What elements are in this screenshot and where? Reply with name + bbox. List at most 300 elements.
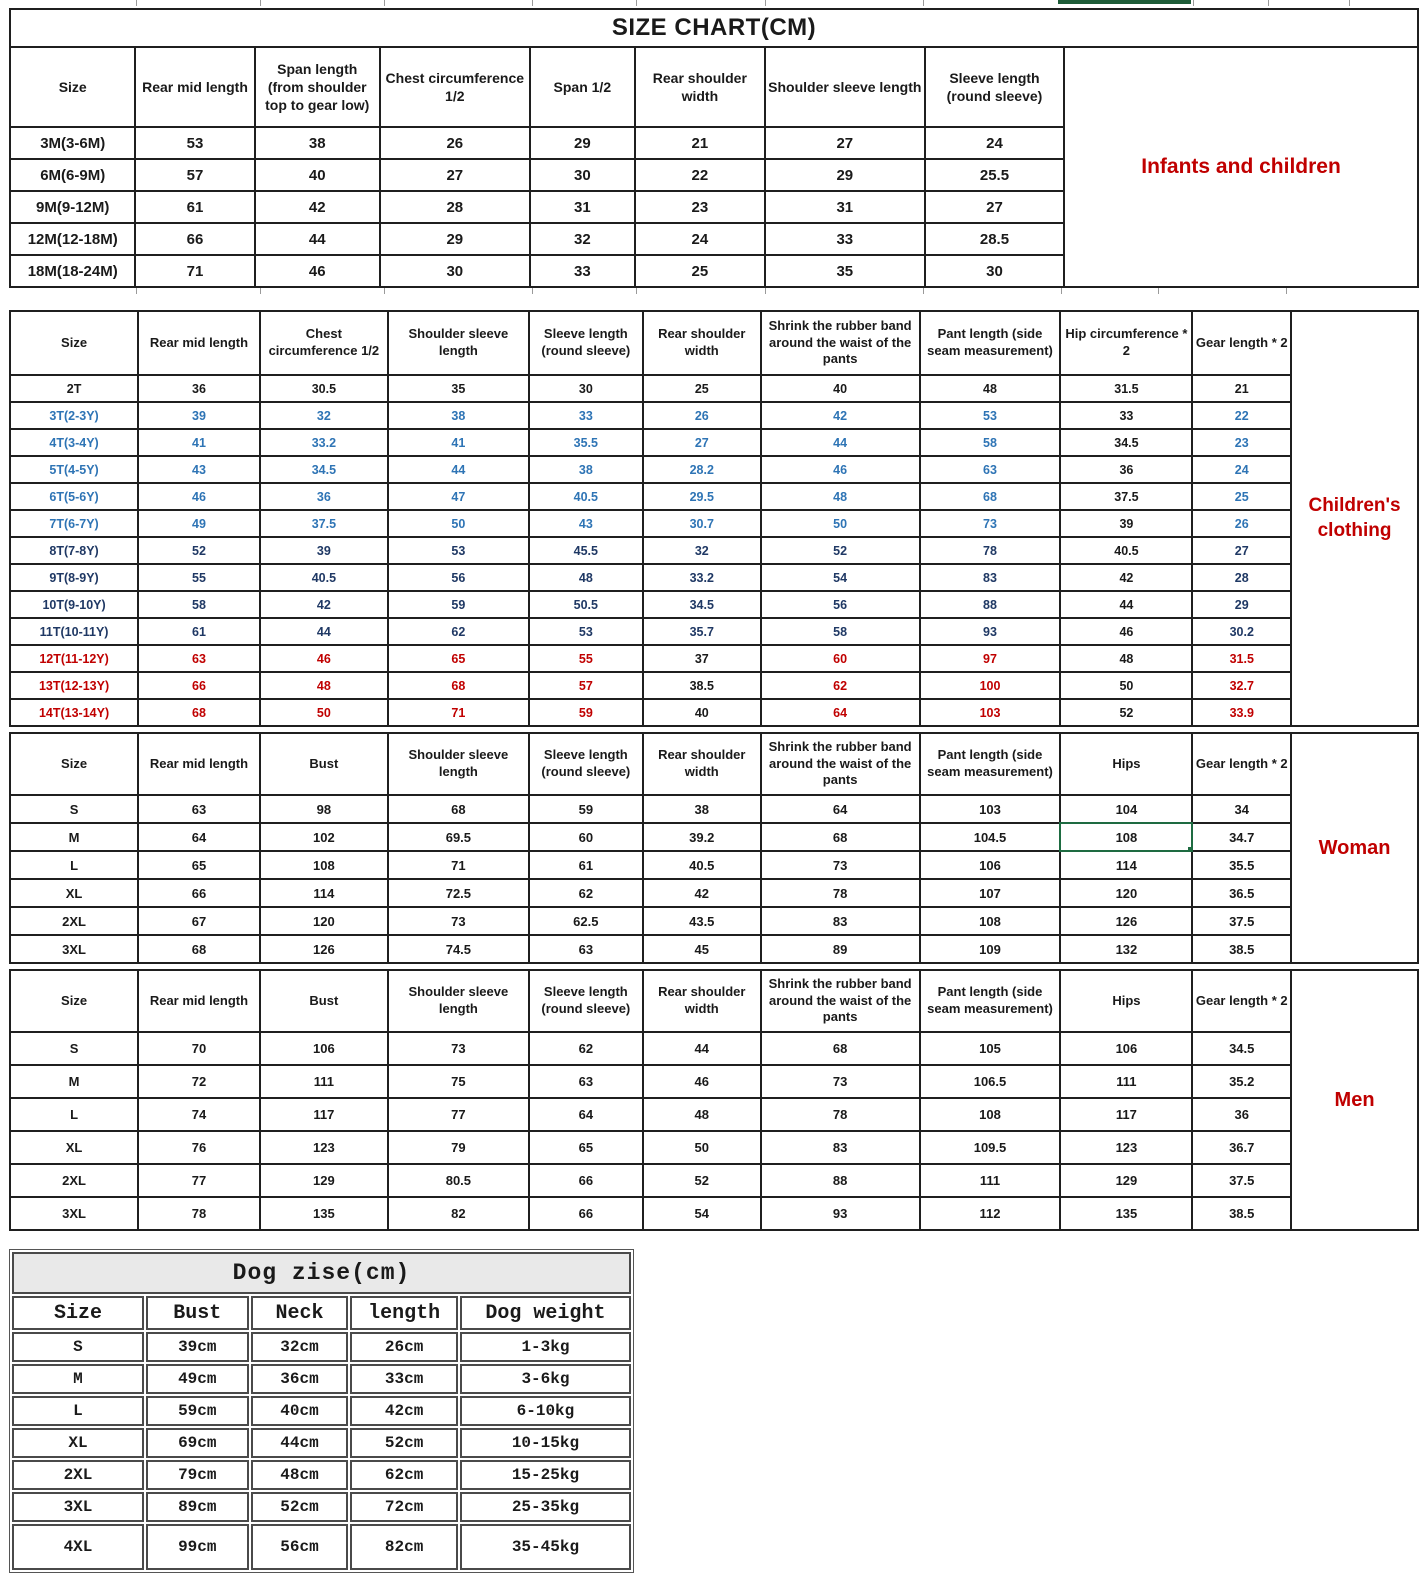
men-header-row	[10, 970, 1291, 1032]
value-cell: 42cm	[350, 1396, 458, 1426]
value-cell: 109	[920, 935, 1061, 963]
column-header: Size	[10, 47, 135, 127]
value-cell: 31.5	[1192, 645, 1291, 672]
value-cell: 52	[643, 1164, 761, 1197]
value-cell: 89cm	[146, 1492, 249, 1522]
value-cell: 50	[388, 510, 529, 537]
value-cell: 57	[135, 159, 254, 191]
gridline-tick	[384, 0, 385, 6]
value-cell: 44	[388, 456, 529, 483]
value-cell: 40.5	[529, 483, 643, 510]
column-header: Size	[12, 1296, 144, 1330]
column-header: Hips	[1060, 970, 1192, 1032]
table-row	[10, 1098, 1291, 1131]
value-cell: 63	[529, 935, 643, 963]
value-cell: 52cm	[251, 1492, 349, 1522]
value-cell: 32	[530, 223, 635, 255]
children-section	[9, 310, 1419, 727]
value-cell: 57	[529, 672, 643, 699]
size-cell: 2XL	[10, 1164, 138, 1197]
column-header: Shoulder sleeve length	[388, 970, 529, 1032]
value-cell: 40	[255, 159, 380, 191]
value-cell: 46	[138, 483, 260, 510]
value-cell: 41	[388, 429, 529, 456]
value-cell: 111	[920, 1164, 1061, 1197]
value-cell: 39	[138, 402, 260, 429]
column-header: Rear mid length	[135, 47, 254, 127]
value-cell: 34.5	[1192, 1032, 1291, 1065]
table-row	[12, 1524, 631, 1570]
table-row	[10, 564, 1291, 591]
value-cell: 112	[920, 1197, 1061, 1230]
value-cell: 36	[260, 483, 388, 510]
gridline-tick	[923, 0, 924, 6]
value-cell: 83	[920, 564, 1061, 591]
value-cell: 38.5	[1192, 935, 1291, 963]
woman-size-table	[9, 732, 1292, 964]
table-row	[10, 159, 1064, 191]
value-cell: 43	[138, 456, 260, 483]
value-cell: 59	[529, 699, 643, 726]
value-cell: 31	[765, 191, 925, 223]
value-cell: 21	[635, 127, 765, 159]
value-cell: 74.5	[388, 935, 529, 963]
value-cell: 68	[920, 483, 1061, 510]
gridline-tick	[1158, 288, 1159, 294]
value-cell: 27	[925, 191, 1064, 223]
value-cell: 60	[761, 645, 920, 672]
value-cell: 39	[1060, 510, 1192, 537]
table-row	[10, 1065, 1291, 1098]
gridline-gap	[9, 964, 1419, 969]
value-cell: 39.2	[643, 823, 761, 851]
column-header: Neck	[251, 1296, 349, 1330]
value-cell: 30	[380, 255, 530, 287]
value-cell: 23	[635, 191, 765, 223]
value-cell: 48	[1060, 645, 1192, 672]
value-cell: 63	[529, 1065, 643, 1098]
value-cell: 61	[135, 191, 254, 223]
value-cell: 105	[920, 1032, 1061, 1065]
woman-header-row	[10, 733, 1291, 795]
value-cell: 34.5	[1060, 429, 1192, 456]
table-row	[10, 191, 1064, 223]
size-cell: 5T(4-5Y)	[10, 456, 138, 483]
value-cell: 40	[761, 375, 920, 402]
value-cell: 68	[761, 1032, 920, 1065]
column-header: Pant length (side seam measurement)	[920, 311, 1061, 375]
value-cell: 64	[529, 1098, 643, 1131]
table-row	[10, 935, 1291, 963]
value-cell: 37.5	[260, 510, 388, 537]
value-cell: 68	[761, 823, 920, 851]
size-cell: 7T(6-7Y)	[10, 510, 138, 537]
column-header: Bust	[260, 970, 388, 1032]
value-cell: 129	[1060, 1164, 1192, 1197]
value-cell: 52	[761, 537, 920, 564]
size-cell: 3XL	[12, 1492, 144, 1522]
column-header: Size	[10, 311, 138, 375]
value-cell: 66	[138, 879, 260, 907]
value-cell: 98	[260, 795, 388, 823]
value-cell: 22	[635, 159, 765, 191]
value-cell: 29.5	[643, 483, 761, 510]
column-header: Rear mid length	[138, 311, 260, 375]
table-row	[10, 429, 1291, 456]
column-header: Size	[10, 733, 138, 795]
infants-label: Infants and children	[1065, 46, 1419, 288]
value-cell: 49	[138, 510, 260, 537]
size-cell: 3XL	[10, 1197, 138, 1230]
value-cell: 61	[138, 618, 260, 645]
men-section	[9, 969, 1419, 1231]
value-cell: 36cm	[251, 1364, 349, 1394]
value-cell: 78	[761, 879, 920, 907]
value-cell: 30	[529, 375, 643, 402]
value-cell: 59cm	[146, 1396, 249, 1426]
table-row	[10, 510, 1291, 537]
value-cell: 33.2	[260, 429, 388, 456]
value-cell: 36	[138, 375, 260, 402]
value-cell: 78	[761, 1098, 920, 1131]
size-cell: 6T(5-6Y)	[10, 483, 138, 510]
value-cell: 82	[388, 1197, 529, 1230]
value-cell: 62cm	[350, 1460, 458, 1490]
value-cell: 32	[260, 402, 388, 429]
value-cell: 78	[138, 1197, 260, 1230]
value-cell: 52	[138, 537, 260, 564]
value-cell: 44cm	[251, 1428, 349, 1458]
value-cell: 35	[765, 255, 925, 287]
value-cell: 22	[1192, 402, 1291, 429]
size-cell: 11T(10-11Y)	[10, 618, 138, 645]
value-cell: 129	[260, 1164, 388, 1197]
size-cell: 2XL	[12, 1460, 144, 1490]
gridline-tick	[1193, 0, 1194, 6]
table-row	[10, 402, 1291, 429]
value-cell: 62.5	[529, 907, 643, 935]
value-cell: 35.5	[529, 429, 643, 456]
value-cell: 65	[138, 851, 260, 879]
value-cell: 73	[761, 851, 920, 879]
value-cell: 35.2	[1192, 1065, 1291, 1098]
value-cell: 106.5	[920, 1065, 1061, 1098]
column-header: Rear shoulder width	[635, 47, 765, 127]
value-cell: 52cm	[350, 1428, 458, 1458]
value-cell: 114	[1060, 851, 1192, 879]
value-cell: 40.5	[1060, 537, 1192, 564]
column-header: Hips	[1060, 733, 1192, 795]
value-cell: 33cm	[350, 1364, 458, 1394]
gridline-tick	[532, 0, 533, 6]
value-cell: 66	[138, 672, 260, 699]
size-cell: 9T(8-9Y)	[10, 564, 138, 591]
column-header: Pant length (side seam measurement)	[920, 970, 1061, 1032]
woman-label: Woman	[1292, 732, 1419, 964]
value-cell: 64	[761, 795, 920, 823]
value-cell: 83	[761, 907, 920, 935]
size-cell: M	[10, 1065, 138, 1098]
table-row	[10, 699, 1291, 726]
value-cell: 79	[388, 1131, 529, 1164]
size-cell: 12M(12-18M)	[10, 223, 135, 255]
value-cell: 33	[765, 223, 925, 255]
size-cell: 3M(3-6M)	[10, 127, 135, 159]
gridline-tick	[765, 288, 766, 294]
woman-section	[9, 732, 1419, 964]
value-cell: 40.5	[260, 564, 388, 591]
value-cell: 35	[388, 375, 529, 402]
table-row	[10, 375, 1291, 402]
value-cell: 50.5	[529, 591, 643, 618]
value-cell: 41	[138, 429, 260, 456]
value-cell: 66	[135, 223, 254, 255]
value-cell: 33	[1060, 402, 1192, 429]
table-row	[10, 1197, 1291, 1230]
value-cell: 25	[1192, 483, 1291, 510]
value-cell: 38.5	[643, 672, 761, 699]
children-label: Children's clothing	[1292, 310, 1419, 727]
value-cell: 49cm	[146, 1364, 249, 1394]
value-cell: 111	[1060, 1065, 1192, 1098]
value-cell: 44	[643, 1032, 761, 1065]
column-header: Bust	[146, 1296, 249, 1330]
value-cell: 48cm	[251, 1460, 349, 1490]
children-table-body	[10, 375, 1291, 726]
value-cell: 25	[635, 255, 765, 287]
value-cell: 30.5	[260, 375, 388, 402]
value-cell: 42	[643, 879, 761, 907]
value-cell: 58	[761, 618, 920, 645]
value-cell: 43	[529, 510, 643, 537]
value-cell: 23	[1192, 429, 1291, 456]
column-header: Rear mid length	[138, 733, 260, 795]
size-cell: M	[12, 1364, 144, 1394]
men-table-body	[10, 1032, 1291, 1230]
children-header-row	[10, 311, 1291, 375]
value-cell: 135	[260, 1197, 388, 1230]
gridline-gap	[9, 1231, 1419, 1249]
value-cell: 37.5	[1192, 1164, 1291, 1197]
value-cell: 46	[255, 255, 380, 287]
value-cell: 28	[380, 191, 530, 223]
value-cell: 45.5	[529, 537, 643, 564]
value-cell: 31.5	[1060, 375, 1192, 402]
table-row	[10, 645, 1291, 672]
value-cell: 59	[388, 591, 529, 618]
table-row	[10, 483, 1291, 510]
value-cell: 62	[388, 618, 529, 645]
value-cell: 106	[1060, 1032, 1192, 1065]
value-cell: 77	[138, 1164, 260, 1197]
table-row	[10, 851, 1291, 879]
size-cell: S	[10, 1032, 138, 1065]
value-cell: 111	[260, 1065, 388, 1098]
table-row	[10, 823, 1291, 851]
table-row	[10, 223, 1064, 255]
value-cell: 56	[388, 564, 529, 591]
value-cell: 103	[920, 699, 1061, 726]
value-cell: 53	[135, 127, 254, 159]
gridline-gap	[9, 727, 1419, 732]
gridline-tick	[532, 288, 533, 294]
column-header: Dog weight	[460, 1296, 631, 1330]
size-cell: 8T(7-8Y)	[10, 537, 138, 564]
value-cell: 37	[643, 645, 761, 672]
gridline-tick	[923, 288, 924, 294]
value-cell: 33	[530, 255, 635, 287]
size-cell: 4T(3-4Y)	[10, 429, 138, 456]
value-cell: 28.5	[925, 223, 1064, 255]
table-row	[10, 618, 1291, 645]
value-cell: 38	[255, 127, 380, 159]
value-cell: 25	[643, 375, 761, 402]
value-cell: 52	[1060, 699, 1192, 726]
size-cell: L	[10, 851, 138, 879]
value-cell: 42	[1060, 564, 1192, 591]
value-cell: 78	[920, 537, 1061, 564]
selected-cell: 108	[1060, 823, 1192, 851]
value-cell: 70	[138, 1032, 260, 1065]
value-cell: 109.5	[920, 1131, 1061, 1164]
children-size-table	[9, 310, 1292, 727]
column-header: Pant length (side seam measurement)	[920, 733, 1061, 795]
value-cell: 53	[920, 402, 1061, 429]
value-cell: 39	[260, 537, 388, 564]
infants-section	[9, 46, 1419, 288]
column-header: Rear shoulder width	[643, 311, 761, 375]
woman-table-body	[10, 795, 1291, 963]
value-cell: 46	[1060, 618, 1192, 645]
value-cell: 30	[925, 255, 1064, 287]
value-cell: 43.5	[643, 907, 761, 935]
value-cell: 42	[761, 402, 920, 429]
column-header: Span 1/2	[530, 47, 635, 127]
gridline-tick	[1268, 0, 1269, 6]
value-cell: 47	[388, 483, 529, 510]
value-cell: 56	[761, 591, 920, 618]
value-cell: 40.5	[643, 851, 761, 879]
table-row	[10, 879, 1291, 907]
value-cell: 46	[643, 1065, 761, 1098]
column-header: Shrink the rubber band around the waist of the pants	[761, 311, 920, 375]
table-row	[12, 1492, 631, 1522]
value-cell: 35-45kg	[460, 1524, 631, 1570]
table-row	[12, 1332, 631, 1362]
value-cell: 33.9	[1192, 699, 1291, 726]
table-row	[12, 1428, 631, 1458]
value-cell: 77	[388, 1098, 529, 1131]
value-cell: 44	[260, 618, 388, 645]
gridline-tick	[1286, 288, 1287, 294]
value-cell: 66	[529, 1197, 643, 1230]
value-cell: 42	[260, 591, 388, 618]
value-cell: 29	[1192, 591, 1291, 618]
column-header: Rear shoulder width	[643, 970, 761, 1032]
value-cell: 88	[920, 591, 1061, 618]
gridline-tick	[384, 288, 385, 294]
size-cell: 10T(9-10Y)	[10, 591, 138, 618]
column-header: Sleeve length (round sleeve)	[529, 733, 643, 795]
table-row	[12, 1396, 631, 1426]
value-cell: 93	[761, 1197, 920, 1230]
value-cell: 40cm	[251, 1396, 349, 1426]
table-row	[10, 795, 1291, 823]
value-cell: 28	[1192, 564, 1291, 591]
value-cell: 10-15kg	[460, 1428, 631, 1458]
size-cell: 13T(12-13Y)	[10, 672, 138, 699]
value-cell: 35.7	[643, 618, 761, 645]
value-cell: 36.7	[1192, 1131, 1291, 1164]
value-cell: 32	[643, 537, 761, 564]
value-cell: 71	[388, 699, 529, 726]
value-cell: 26	[643, 402, 761, 429]
value-cell: 29	[765, 159, 925, 191]
value-cell: 27	[643, 429, 761, 456]
value-cell: 100	[920, 672, 1061, 699]
column-header: Sleeve length (round sleeve)	[529, 311, 643, 375]
value-cell: 99cm	[146, 1524, 249, 1570]
value-cell: 1-3kg	[460, 1332, 631, 1362]
value-cell: 68	[388, 672, 529, 699]
value-cell: 35.5	[1192, 851, 1291, 879]
value-cell: 62	[761, 672, 920, 699]
size-cell: XL	[10, 879, 138, 907]
infants-header-row	[10, 47, 1064, 127]
value-cell: 65	[529, 1131, 643, 1164]
value-cell: 63	[920, 456, 1061, 483]
value-cell: 74	[138, 1098, 260, 1131]
value-cell: 44	[761, 429, 920, 456]
dog-table-body	[12, 1332, 631, 1570]
value-cell: 40	[643, 699, 761, 726]
value-cell: 120	[260, 907, 388, 935]
value-cell: 135	[1060, 1197, 1192, 1230]
table-row	[12, 1460, 631, 1490]
value-cell: 103	[920, 795, 1061, 823]
value-cell: 54	[643, 1197, 761, 1230]
value-cell: 117	[260, 1098, 388, 1131]
value-cell: 36	[1192, 1098, 1291, 1131]
size-cell: 18M(18-24M)	[10, 255, 135, 287]
value-cell: 68	[138, 935, 260, 963]
size-cell: XL	[10, 1131, 138, 1164]
value-cell: 63	[138, 795, 260, 823]
dog-header-row	[12, 1296, 631, 1330]
value-cell: 34	[1192, 795, 1291, 823]
table-row	[10, 907, 1291, 935]
value-cell: 26cm	[350, 1332, 458, 1362]
column-header: Size	[10, 970, 138, 1032]
size-cell: L	[10, 1098, 138, 1131]
column-header: Gear length * 2	[1192, 733, 1291, 795]
column-header: Sleeve length (round sleeve)	[529, 970, 643, 1032]
value-cell: 76	[138, 1131, 260, 1164]
value-cell: 36	[1060, 456, 1192, 483]
value-cell: 72	[138, 1065, 260, 1098]
value-cell: 38	[643, 795, 761, 823]
dog-table-title: Dog zise(cm)	[12, 1252, 631, 1294]
value-cell: 108	[260, 851, 388, 879]
selection-handle[interactable]	[1187, 846, 1192, 851]
table-row	[10, 1032, 1291, 1065]
men-label: Men	[1292, 969, 1419, 1231]
value-cell: 21	[1192, 375, 1291, 402]
value-cell: 64	[761, 699, 920, 726]
size-cell: 3T(2-3Y)	[10, 402, 138, 429]
value-cell: 42	[255, 191, 380, 223]
value-cell: 29	[380, 223, 530, 255]
